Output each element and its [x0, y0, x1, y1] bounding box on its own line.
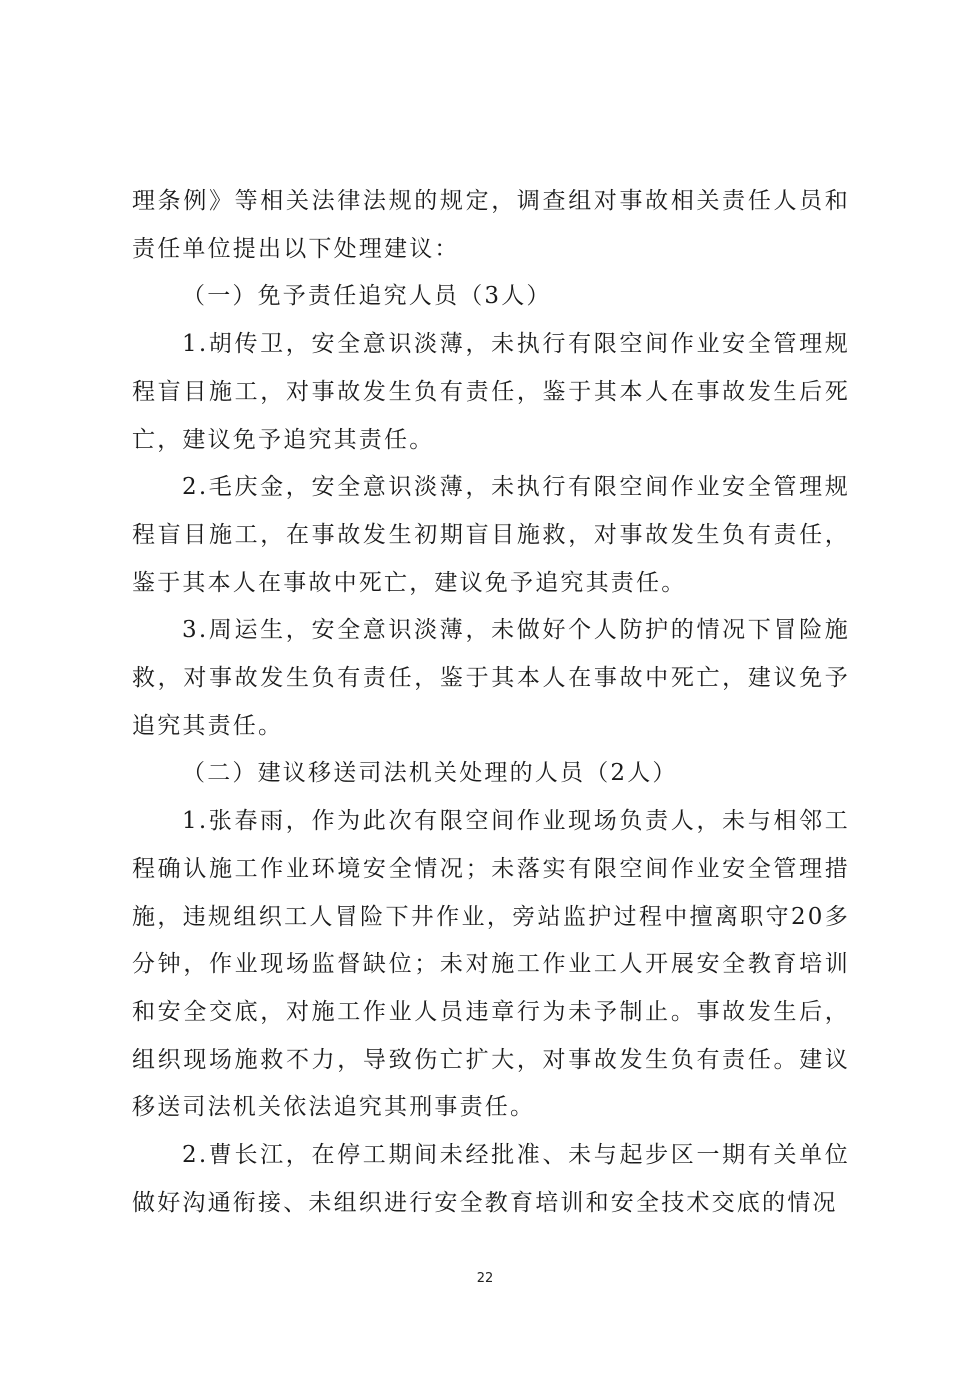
paragraph-item-zhang-chunyu: 1.张春雨，作为此次有限空间作业现场负责人，未与相邻工程确认施工作业环境安全情况；未落实有限空间作业安全管理措施，违规组织工人冒险下井作业，旁站监护过程中擅离职守20多分钟，作业现场监督缺位；未对施工作业工人开展安全教育培训和安全交底，对施工作业人员违章行为未予制止。事故发生后，组织现场施救不力，导致伤亡扩大，对事故发生负有责任。建议移送司法机关依法追究其刑事责任。	[132, 808, 850, 1121]
page-number: 22	[476, 1271, 494, 1286]
section-heading-exempt-persons: （一）免予责任追究人员（3人）	[182, 283, 552, 310]
section-heading-judicial-transfer: （二）建议移送司法机关处理的人员（2人）	[182, 760, 678, 787]
paragraph-item-zhou-yunsheng: 3.周运生，安全意识淡薄，未做好个人防护的情况下冒险施救，对事故发生负有责任，鉴于其本人在事故中死亡，建议免予追究其责任。	[132, 617, 850, 739]
paragraph-item-mao-qingjin: 2.毛庆金，安全意识淡薄，未执行有限空间作业安全管理规程盲目施工，在事故发生初期盲目施救，对事故发生负有责任，鉴于其本人在事故中死亡，建议免予追究其责任。	[132, 474, 850, 596]
paragraph-item-hu-chuanwei: 1.胡传卫，安全意识淡薄，未执行有限空间作业安全管理规程盲目施工，对事故发生负有责任，鉴于其本人在事故发生后死亡，建议免予追究其责任。	[132, 331, 850, 453]
paragraph-continuation: 理条例》等相关法律法规的规定，调查组对事故相关责任人员和责任单位提出以下处理建议：	[132, 188, 850, 262]
paragraph-item-cao-changjiang: 2.曹长江，在停工期间未经批准、未与起步区一期有关单位做好沟通衔接、未组织进行安全教育培训和安全技术交底的情况	[132, 1142, 850, 1216]
document-body	[132, 178, 850, 1227]
